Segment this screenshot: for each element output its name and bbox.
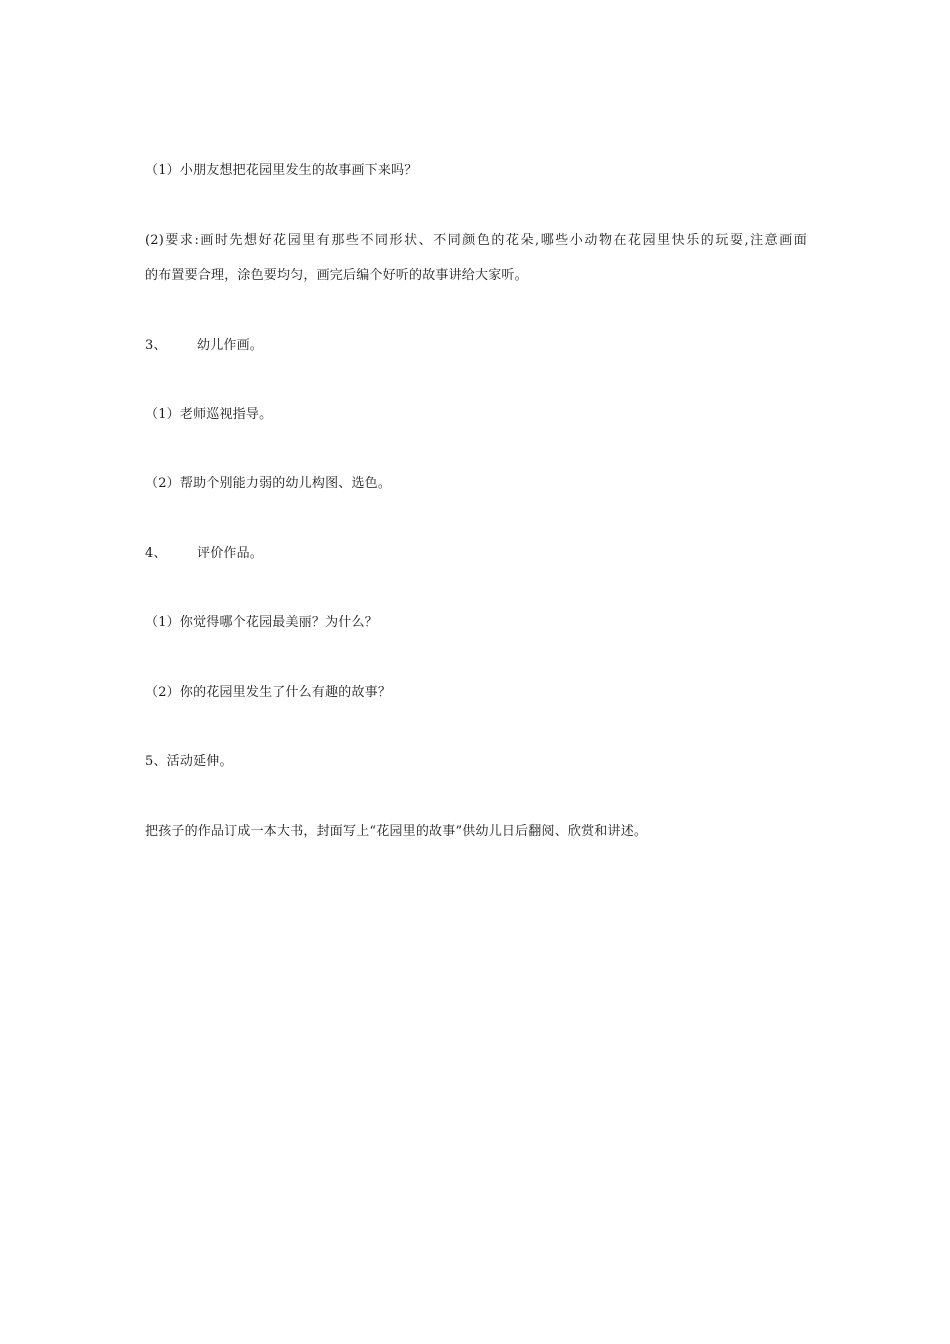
step-3-title: 幼儿作画。 [197,338,264,353]
step-4-number: 4、 [145,546,167,561]
help-children-item: （2）帮助个别能力弱的幼儿构图、选色。 [145,476,392,491]
requirement-paragraph-line-2: 的布置要合理，涂色要均匀，画完后编个好听的故事讲给大家听。 [145,268,528,283]
evaluation-question-2: （2）你的花园里发生了什么有趣的故事？ [145,685,392,700]
step-4-title: 评价作品。 [197,546,264,561]
question-draw-story: （1）小朋友想把花园里发生的故事画下来吗？ [145,163,418,178]
evaluation-question-1: （1）你觉得哪个花园最美丽？为什么？ [145,615,378,630]
step-5-heading: 5、活动延伸。 [145,754,233,769]
step-3-number: 3、 [145,338,167,353]
extension-paragraph: 把孩子的作品订成一本大书，封面写上“花园里的故事”供幼儿日后翻阅、欣赏和讲述。 [145,824,648,839]
step-4-heading [145,545,263,563]
step-3-heading [145,337,263,355]
teacher-guidance-item: （1）老师巡视指导。 [145,407,273,422]
requirement-paragraph-line-1: (2)要求:画时先想好花园里有那些不同形状、不同颜色的花朵,哪些小动物在花园里快乐的玩耍,注意画面 [145,233,807,248]
